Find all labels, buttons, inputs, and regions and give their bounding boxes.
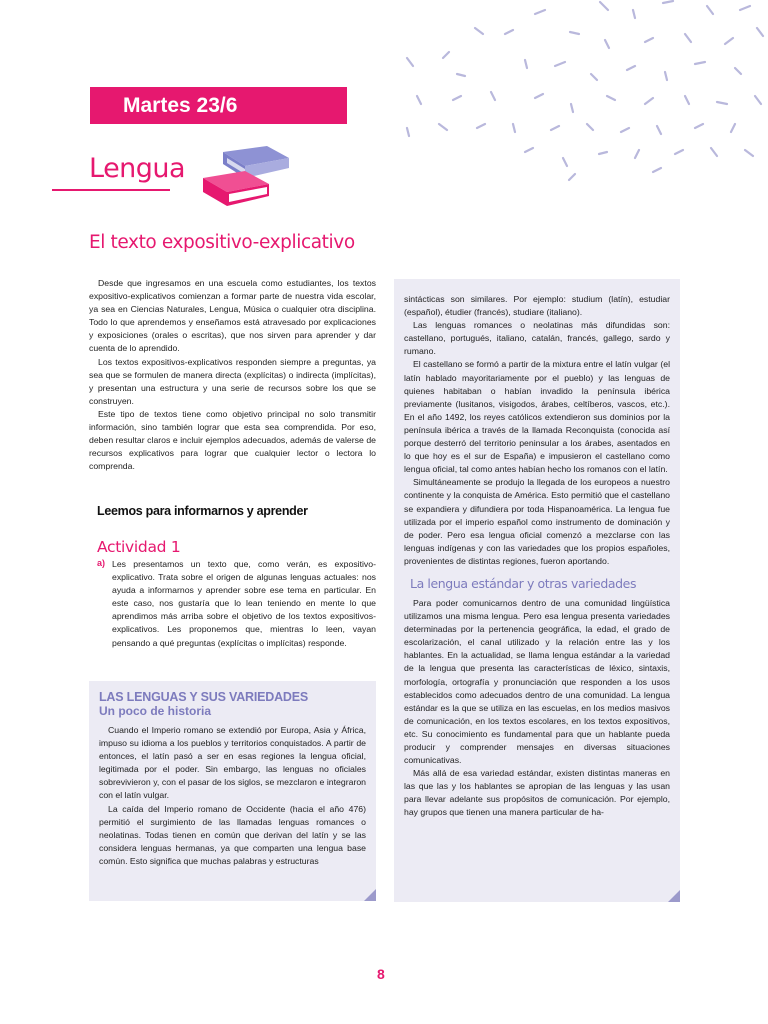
activity-title: Actividad 1 <box>97 538 181 556</box>
activity-item-letter: a) <box>97 558 106 568</box>
page-number: 8 <box>377 966 385 982</box>
intro-column <box>89 277 376 473</box>
box-corner-fold <box>364 889 376 901</box>
section-title: El texto expositivo-explicativo <box>89 232 355 253</box>
box-paragraph: El castellano se formó a partir de la mixtura entre el latín vulgar (el latín hablado mayoritariamente por el pueblo) y las lenguas de quienes habitaban o habían invadido la península ibérica previamente (lusitanos, visigodos, árabes, celtíberos, vascos, etc.). En el año 1492, los reyes católicos extendieron sus dominios por la península ibérica a través de la llamada Reconquista (conocida así porque desterró del territorio peninsular a los árabes, asentados en lo que hoy es el sur de España) e impusieron el castellano como lengua oficial, tal como antes habían hecho los romanos con el latín. <box>404 359 670 475</box>
box-paragraph: sintácticas son similares. Por ejemplo: studium (latín), estudiar (español), étudier (francés), studiare (italiano). <box>404 294 670 318</box>
box-subtitle: Un poco de historia <box>99 704 212 718</box>
box-subheading: La lengua estándar y otras variedades <box>410 575 637 591</box>
box-paragraph: Simultáneamente se produjo la llegada de los europeos a nuestro continente y la conquista de América. Esto permitió que el castellano se expandiera y difundiera por toda Hispanoamérica. La lengua fue utilizada por el imperio español como instrumento de dominación y de poder. Pero esa lengua oficial comenzó a mezclarse con las lenguas indígenas y con las variedades que los propios españoles, provenientes de distintas regiones, fueron aportando. <box>404 477 670 566</box>
intro-paragraph: Este tipo de textos tiene como objetivo principal no solo transmitir información, sino también lograr que esta sea comprendida. Por eso, deben resultar claros e incluir ejemplos adecuados, además de valerse de recursos explicativos para lograr que cualquier lector o lectora lo comprenda. <box>89 408 376 472</box>
intro-paragraph: Los textos expositivos-explicativos responden siempre a preguntas, ya sea que se formulen de manera directa (explícitas) o indirecta (implícitas), y presentan una estructura y una serie de recursos sobre los que se construyen. <box>89 356 376 406</box>
activity-item-text: Les presentamos un texto que, como verán, es expositivo-explicativo. Trata sobre el origen de algunas lenguas actuales: nos ayuda a informarnos y aprender sobre ese tema en particular. En este caso, nos gustaría que lo lean teniendo en mente lo que aprendimos más arriba sobre el objetivo de los textos expositivos-explicativos. Les proponemos que, mientras lo leen, vayan pensando a qué preguntas (explícitas o implícitas) responde. <box>112 559 376 648</box>
box-paragraph: Las lenguas romances o neolatinas más difundidas son: castellano, portugués, italiano, catalán, francés, gallego, sardo y rumano. <box>404 320 670 357</box>
box-paragraph: Para poder comunicarnos dentro de una comunidad lingüística utilizamos una misma lengua. Pero esa lengua presenta variedades determinadas por la pertenencia geográfica, la edad, el grado de escolarización, el canal utilizado y la relación entre las y los hablantes. En la actualidad, se llama lengua estándar a la variedad de la lengua que presenta las características de léxico, sintaxis, morfología, ortografía y pronunciación que responden a los usos establecidos como adecuados dentro de una comunidad. La lengua estándar es la que se utiliza en las escuelas, en los medios masivos de comunicación, en los textos escolares, en los textos expositivos, etc. Su conocimiento es fundamental para que un hablante pueda producir y comprender mensajes en diversas situaciones comunicativas. <box>404 597 670 766</box>
box-paragraph: La caída del Imperio romano de Occidente (hacia el año 476) permitió el surgimiento de las llamadas lenguas romances o neolatinas. Todas tienen en común que derivan del latín y se las considera lenguas hermanas, ya que comparten una lengua base común. Esto significa que muchas palabras y estructuras <box>99 803 366 866</box>
subject-underline <box>52 189 170 191</box>
reading-box-right <box>394 279 680 902</box>
subject-title: Lengua <box>89 153 186 184</box>
stacked-books-icon <box>197 144 292 210</box>
leemos-heading: Leemos para informarnos y aprender <box>97 504 308 518</box>
box-paragraph: Más allá de esa variedad estándar, existen distintas maneras en las que las y los hablantes se apropian de las lenguas y las usan para llevar adelante sus propósitos de comunicación. Por ejemplo, hay grupos que tienen una manera particular de ha- <box>404 768 670 818</box>
box-corner-fold <box>668 890 680 902</box>
confetti-decoration <box>395 0 768 185</box>
reading-box-left <box>89 681 376 901</box>
box-paragraph: Cuando el Imperio romano se extendió por Europa, Asia y África, impuso su idioma a los pueblos y territorios conquistados. A partir de entonces, el latín pasó a ser en esas regiones la lengua oficial, legitimada por el poder. Sin embargo, las lenguas no oficiales sobrevivieron y, con el pasar de los siglos, se mezclaron e integraron con el latín vulgar. <box>99 725 366 801</box>
box-title: LAS LENGUAS Y SUS VARIEDADES <box>99 690 309 704</box>
intro-paragraph: Desde que ingresamos en una escuela como estudiantes, los textos expositivo-explicativos comienzan a formar parte de nuestra vida escolar, ya sea en Ciencias Naturales, Lengua, Música o cualquier otra disciplina. Todo lo que aprendemos y enseñamos está atravesado por explicaciones y exposiciones (orales o escritas), que nos sirven para aprender y dar cuenta de lo aprendido. <box>89 278 376 354</box>
date-banner: Martes 23/6 <box>90 87 347 124</box>
activity-item <box>97 558 376 650</box>
